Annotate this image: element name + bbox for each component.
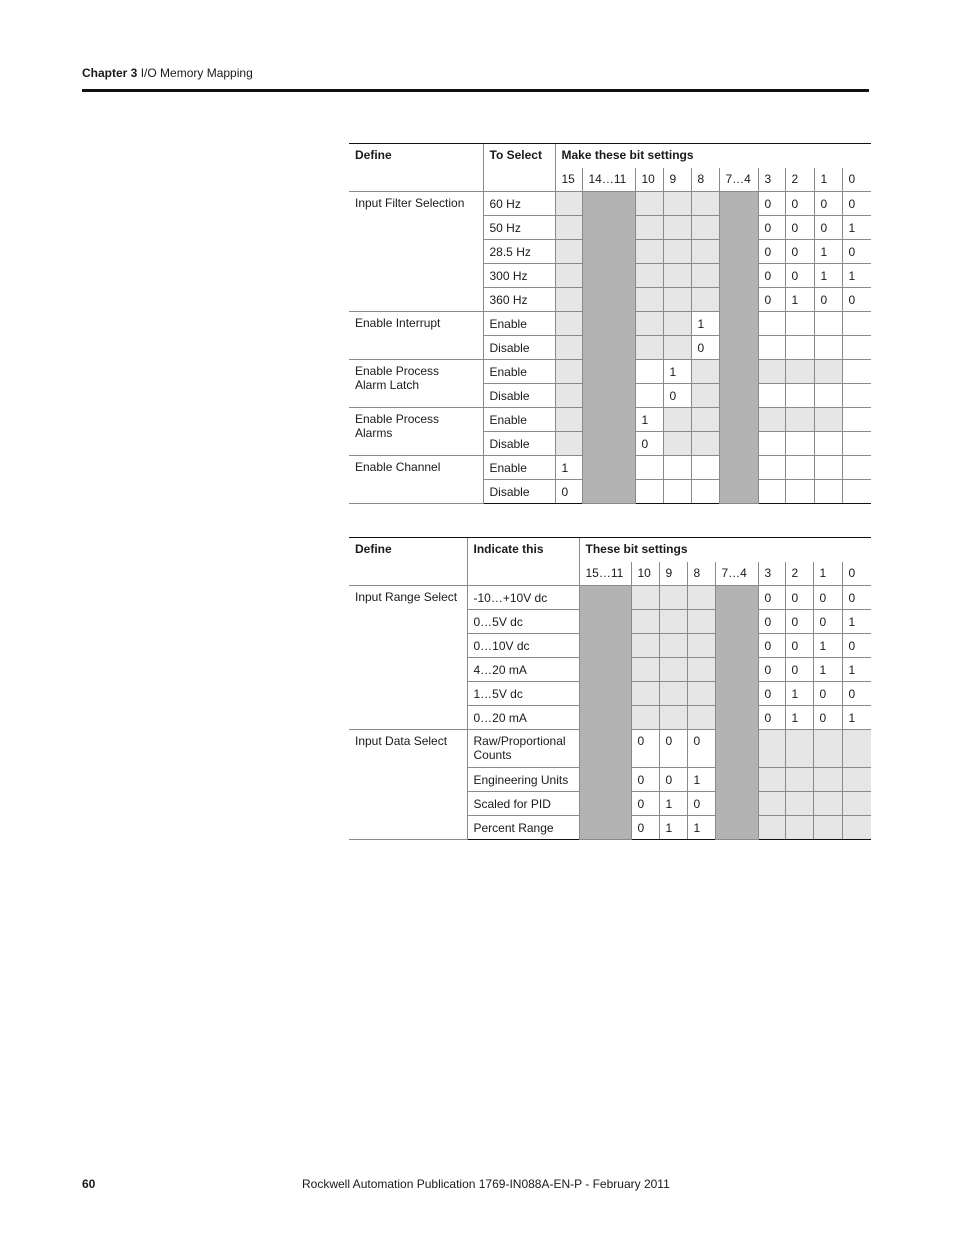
bit-value (691, 240, 719, 264)
define-cell: Input Range Select (349, 586, 467, 730)
bit-value: 1 (814, 240, 842, 264)
bit-value: 0 (785, 192, 814, 216)
bit-value: 1 (814, 264, 842, 288)
bit-value (631, 706, 659, 730)
option-label: Enable (483, 456, 555, 480)
bit-value (785, 730, 813, 768)
bit-value (842, 408, 871, 432)
bit-number-label: 0 (842, 168, 871, 192)
option-label: 360 Hz (483, 288, 555, 312)
bit-value: 0 (631, 768, 659, 792)
bit-value: 0 (659, 768, 687, 792)
bit-value: 0 (758, 586, 785, 610)
option-label: 60 Hz (483, 192, 555, 216)
bit-value: 0 (758, 192, 785, 216)
bit-number-label: 15 (555, 168, 582, 192)
bit-value (659, 682, 687, 706)
bit-value (758, 456, 785, 480)
bit-value (758, 768, 785, 792)
bit-value (758, 816, 785, 840)
bit-value (691, 360, 719, 384)
bit-value (555, 408, 582, 432)
bit-value (785, 816, 813, 840)
bit-value (635, 312, 663, 336)
bit-value: 0 (814, 288, 842, 312)
bit-value (631, 610, 659, 634)
bit-number-label: 3 (758, 562, 785, 586)
bit-value (635, 480, 663, 504)
bit-value: 1 (659, 792, 687, 816)
reserved-bits (715, 586, 758, 840)
bit-value (814, 384, 842, 408)
bit-value: 0 (813, 682, 842, 706)
bit-value (785, 480, 814, 504)
bit-value (663, 216, 691, 240)
option-label: 300 Hz (483, 264, 555, 288)
bit-value (758, 336, 785, 360)
bit-value (631, 658, 659, 682)
bit-value (814, 408, 842, 432)
bit-value (555, 312, 582, 336)
bit-number-label: 8 (687, 562, 715, 586)
bit-value: 0 (631, 792, 659, 816)
bit-value (663, 408, 691, 432)
define-header: Define (349, 144, 483, 192)
bit-value: 0 (758, 216, 785, 240)
bit-value (687, 586, 715, 610)
bit-value (758, 360, 785, 384)
bit-value: 0 (758, 264, 785, 288)
bit-value (758, 730, 785, 768)
bit-value: 1 (785, 288, 814, 312)
bit-value (555, 192, 582, 216)
option-label: Disable (483, 480, 555, 504)
option-label: Disable (483, 336, 555, 360)
bit-value (635, 456, 663, 480)
bit-value (555, 240, 582, 264)
bit-value: 1 (842, 658, 871, 682)
bit-value: 0 (785, 264, 814, 288)
bit-value (635, 264, 663, 288)
bit-value: 0 (758, 634, 785, 658)
define-cell: Enable Process Alarms (349, 408, 483, 456)
bit-value: 0 (687, 730, 715, 768)
bit-value: 1 (687, 768, 715, 792)
select-header: To Select (483, 144, 555, 192)
bit-value (785, 360, 814, 384)
bit-value: 0 (842, 634, 871, 658)
bit-value: 0 (631, 816, 659, 840)
define-header: Define (349, 538, 467, 586)
bit-value (842, 816, 871, 840)
bit-value: 0 (813, 610, 842, 634)
indicate-header: Indicate this (467, 538, 579, 586)
bit-value (842, 336, 871, 360)
bit-value (555, 384, 582, 408)
bit-value (842, 360, 871, 384)
bit-value (635, 384, 663, 408)
bit-value: 0 (691, 336, 719, 360)
option-label: 4…20 mA (467, 658, 579, 682)
reserved-bits (719, 192, 758, 504)
bit-value (631, 682, 659, 706)
bit-value (663, 312, 691, 336)
bit-number-label: 10 (635, 168, 663, 192)
bit-number-label: 2 (785, 168, 814, 192)
bit-value (691, 432, 719, 456)
header-rule (82, 89, 869, 92)
bit-value (842, 384, 871, 408)
bit-number-label: 8 (691, 168, 719, 192)
bit-value: 0 (635, 432, 663, 456)
bit-value: 1 (813, 634, 842, 658)
bit-value (814, 456, 842, 480)
bit-value: 0 (758, 288, 785, 312)
bit-value: 1 (659, 816, 687, 840)
running-header (82, 66, 253, 80)
define-cell: Input Data Select (349, 730, 467, 840)
bit-value (659, 610, 687, 634)
bit-value (659, 706, 687, 730)
bit-number-label: 9 (659, 562, 687, 586)
bit-value (555, 360, 582, 384)
bit-value (687, 610, 715, 634)
bit-value (687, 682, 715, 706)
bit-value: 0 (814, 216, 842, 240)
bit-value: 0 (758, 658, 785, 682)
bit-value: 1 (842, 264, 871, 288)
bit-value (555, 336, 582, 360)
bit-value: 0 (842, 192, 871, 216)
bit-value (659, 658, 687, 682)
bit-value (785, 336, 814, 360)
bit-value: 0 (659, 730, 687, 768)
bit-value: 0 (687, 792, 715, 816)
bit-value (813, 792, 842, 816)
bit-value (691, 480, 719, 504)
bit-value: 0 (785, 586, 813, 610)
bit-value (635, 336, 663, 360)
bit-number-label: 10 (631, 562, 659, 586)
option-label: Enable (483, 360, 555, 384)
bit-value: 0 (814, 192, 842, 216)
chapter-label: Chapter 3 (82, 66, 138, 80)
option-label: 28.5 Hz (483, 240, 555, 264)
bit-value: 1 (842, 216, 871, 240)
bit-value: 0 (785, 216, 814, 240)
bit-value (758, 480, 785, 504)
bit-number-label: 9 (663, 168, 691, 192)
bit-value (691, 192, 719, 216)
bit-value (842, 432, 871, 456)
bit-value (842, 480, 871, 504)
bit-value: 0 (813, 586, 842, 610)
bit-number-label: 1 (814, 168, 842, 192)
bit-value: 0 (758, 610, 785, 634)
option-label: 50 Hz (483, 216, 555, 240)
reserved-bits (579, 586, 631, 840)
bit-value (687, 706, 715, 730)
option-label: -10…+10V dc (467, 586, 579, 610)
bit-value (555, 216, 582, 240)
bit-number-label: 2 (785, 562, 813, 586)
option-label: 0…20 mA (467, 706, 579, 730)
bit-value (635, 216, 663, 240)
bit-value (663, 288, 691, 312)
bit-number-label: 14…11 (582, 168, 635, 192)
bit-value: 1 (842, 706, 871, 730)
bit-value (663, 264, 691, 288)
bit-value (813, 816, 842, 840)
bit-value (687, 634, 715, 658)
bit-value (663, 336, 691, 360)
bit-value: 1 (785, 682, 813, 706)
bit-value (631, 634, 659, 658)
bit-number-label: 7…4 (719, 168, 758, 192)
bit-value (555, 432, 582, 456)
header-row (349, 144, 871, 168)
bit-value (813, 730, 842, 768)
option-label: Enable (483, 312, 555, 336)
bit-value (691, 216, 719, 240)
bit-value (842, 312, 871, 336)
define-cell: Enable Process Alarm Latch (349, 360, 483, 408)
option-label: 0…5V dc (467, 610, 579, 634)
bit-value: 1 (842, 610, 871, 634)
bit-value (687, 658, 715, 682)
bit-value (635, 288, 663, 312)
bit-value (635, 240, 663, 264)
bit-value (842, 456, 871, 480)
bit-value (813, 768, 842, 792)
bit-value (691, 456, 719, 480)
define-cell: Input Filter Selection (349, 192, 483, 312)
bit-value (691, 264, 719, 288)
bit-value (691, 384, 719, 408)
bit-value (842, 768, 871, 792)
bit-value (758, 384, 785, 408)
bit-value: 0 (785, 240, 814, 264)
option-label: 1…5V dc (467, 682, 579, 706)
bit-value (785, 408, 814, 432)
bit-number-label: 15…11 (579, 562, 631, 586)
data-format-bit-table (349, 537, 871, 840)
bit-settings-header: Make these bit settings (555, 144, 871, 168)
bit-value: 0 (842, 586, 871, 610)
bit-value (814, 480, 842, 504)
bit-value (814, 312, 842, 336)
bit-value: 0 (785, 610, 813, 634)
bit-value: 1 (691, 312, 719, 336)
table-row (349, 586, 871, 610)
bit-value (758, 408, 785, 432)
bit-value (635, 192, 663, 216)
bit-value: 1 (785, 706, 813, 730)
bit-value (842, 792, 871, 816)
page-number: 60 (82, 1177, 96, 1191)
bit-value (785, 456, 814, 480)
option-label: Raw/Proportional Counts (467, 730, 579, 768)
bit-value (663, 192, 691, 216)
bit-value (785, 432, 814, 456)
bit-number-label: 0 (842, 562, 871, 586)
define-cell: Enable Channel (349, 456, 483, 504)
option-label: Engineering Units (467, 768, 579, 792)
bit-settings-header: These bit settings (579, 538, 871, 562)
bit-value: 0 (842, 240, 871, 264)
bit-value: 0 (758, 706, 785, 730)
option-label: Percent Range (467, 816, 579, 840)
bit-value (814, 360, 842, 384)
section-title: I/O Memory Mapping (140, 66, 253, 80)
bit-value: 1 (555, 456, 582, 480)
bit-value (631, 586, 659, 610)
bit-value (785, 768, 813, 792)
option-label: Disable (483, 432, 555, 456)
bit-value (555, 288, 582, 312)
bit-value (842, 730, 871, 768)
bit-value: 0 (842, 288, 871, 312)
define-cell: Enable Interrupt (349, 312, 483, 360)
bit-value: 0 (631, 730, 659, 768)
bit-value (785, 384, 814, 408)
bit-value (758, 312, 785, 336)
bit-value: 1 (813, 658, 842, 682)
bit-value (663, 432, 691, 456)
bit-value (659, 634, 687, 658)
bit-value: 1 (663, 360, 691, 384)
bit-value: 0 (555, 480, 582, 504)
bit-value (555, 264, 582, 288)
header-row (349, 538, 871, 562)
bit-value (785, 312, 814, 336)
bit-value (814, 432, 842, 456)
bit-value (635, 360, 663, 384)
bit-value (663, 240, 691, 264)
bit-value (758, 792, 785, 816)
bit-value: 0 (758, 682, 785, 706)
bit-number-label: 1 (813, 562, 842, 586)
bit-value (691, 408, 719, 432)
option-label: Enable (483, 408, 555, 432)
config-bit-table (349, 143, 871, 504)
bit-number-label: 3 (758, 168, 785, 192)
bit-value: 1 (687, 816, 715, 840)
bit-value (691, 288, 719, 312)
reserved-bits (582, 192, 635, 504)
option-label: Scaled for PID (467, 792, 579, 816)
bit-value: 0 (663, 384, 691, 408)
bit-value (785, 792, 813, 816)
bit-value: 1 (635, 408, 663, 432)
bit-value (659, 586, 687, 610)
bit-value: 0 (813, 706, 842, 730)
bit-value: 0 (758, 240, 785, 264)
bit-value (758, 432, 785, 456)
table-row (349, 192, 871, 216)
bit-value (663, 480, 691, 504)
bit-value: 0 (785, 634, 813, 658)
bit-value: 0 (842, 682, 871, 706)
publication-info: Rockwell Automation Publication 1769-IN088A-EN-P - February 2011 (302, 1177, 670, 1191)
bit-number-label: 7…4 (715, 562, 758, 586)
bit-value: 0 (785, 658, 813, 682)
option-label: 0…10V dc (467, 634, 579, 658)
option-label: Disable (483, 384, 555, 408)
bit-value (663, 456, 691, 480)
bit-value (814, 336, 842, 360)
